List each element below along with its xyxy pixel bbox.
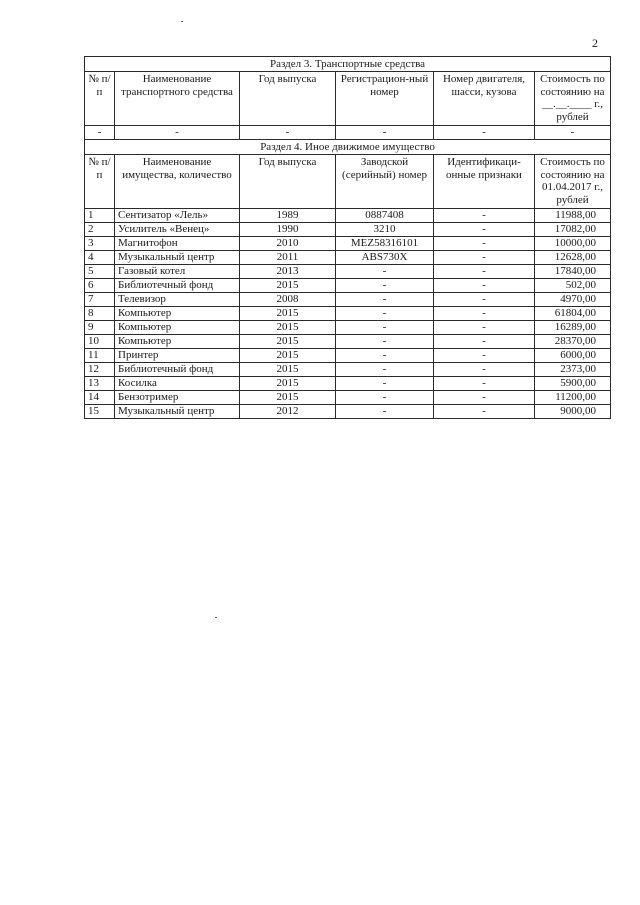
cell-ident: -: [434, 405, 535, 419]
cell-serial: 3210: [336, 223, 434, 237]
cell-name: Усилитель «Венец»: [115, 223, 240, 237]
cell-name: Музыкальный центр: [115, 251, 240, 265]
cell-name: Компьютер: [115, 321, 240, 335]
cell-ident: -: [434, 349, 535, 363]
cell-year: 2015: [240, 335, 336, 349]
section4-title-row: [85, 140, 611, 155]
cell-ident: -: [434, 237, 535, 251]
cell-cost: 2373,00: [535, 363, 611, 377]
cell-year: 2015: [240, 377, 336, 391]
cell-ident: -: [434, 363, 535, 377]
table-row: [85, 405, 611, 419]
cell-year: 2008: [240, 293, 336, 307]
cell-number: 5: [85, 265, 115, 279]
cell-year: 2015: [240, 279, 336, 293]
cell-name: Газовый котел: [115, 265, 240, 279]
table-row: [85, 377, 611, 391]
cell-serial: ABS730X: [336, 251, 434, 265]
cell-year: 2010: [240, 237, 336, 251]
cell-name: Телевизор: [115, 293, 240, 307]
table-row: [85, 307, 611, 321]
table-row: [85, 237, 611, 251]
cell-number: 13: [85, 377, 115, 391]
cell-ident: -: [434, 391, 535, 405]
cell-ident: -: [434, 279, 535, 293]
col-header-year: Год выпуска: [240, 155, 336, 209]
cell-cost: 16289,00: [535, 321, 611, 335]
cell-year: 1989: [240, 209, 336, 223]
cell-serial: -: [336, 391, 434, 405]
cell-year: 2015: [240, 307, 336, 321]
col-header-property-name: Наименование имущества, количество: [115, 155, 240, 209]
cell-number: 14: [85, 391, 115, 405]
cell-cost: 61804,00: [535, 307, 611, 321]
col-header-serial-number: Заводской (серийный) номер: [336, 155, 434, 209]
col-header-registration-number: Регистрацион-ный номер: [336, 72, 434, 126]
cell-ident: -: [434, 251, 535, 265]
cell-serial: -: [336, 335, 434, 349]
table-row: [85, 321, 611, 335]
cell-ident: -: [434, 209, 535, 223]
table-row: [85, 223, 611, 237]
col-header-number: № п/п: [85, 72, 115, 126]
cell-name: Сентизатор «Лель»: [115, 209, 240, 223]
cell-number: 9: [85, 321, 115, 335]
cell-serial: -: [336, 349, 434, 363]
cell-year: 2015: [240, 391, 336, 405]
cell-ident: -: [434, 223, 535, 237]
cell-cost: 10000,00: [535, 237, 611, 251]
cell-year: 1990: [240, 223, 336, 237]
cell-name: Музыкальный центр: [115, 405, 240, 419]
cell-number: 10: [85, 335, 115, 349]
section3-header-row: [85, 72, 611, 126]
cell-cost: 4970,00: [535, 293, 611, 307]
cell-number: 12: [85, 363, 115, 377]
col-header-vehicle-name: Наименование транспортного средства: [115, 72, 240, 126]
cell-name: Бензотример: [115, 391, 240, 405]
cell-cost: 9000,00: [535, 405, 611, 419]
cell-dash: -: [240, 126, 336, 140]
section3-title: Раздел 3. Транспортные средства: [85, 57, 611, 72]
table-row: [85, 209, 611, 223]
cell-cost: 11200,00: [535, 391, 611, 405]
cell-number: 6: [85, 279, 115, 293]
cell-serial: -: [336, 377, 434, 391]
table-row: [85, 265, 611, 279]
cell-name: Косилка: [115, 377, 240, 391]
page-number: 2: [592, 36, 598, 50]
cell-dash: -: [85, 126, 115, 140]
cell-number: 8: [85, 307, 115, 321]
cell-dash: -: [336, 126, 434, 140]
cell-ident: -: [434, 265, 535, 279]
col-header-identification: Идентификаци-онные признаки: [434, 155, 535, 209]
cell-serial: -: [336, 363, 434, 377]
cell-name: Библиотечный фонд: [115, 279, 240, 293]
cell-year: 2015: [240, 321, 336, 335]
col-header-cost: Стоимость по состоянию на __.__.____ г., рублей: [535, 72, 611, 126]
table-row: [85, 335, 611, 349]
cell-serial: -: [336, 307, 434, 321]
cell-dash: -: [535, 126, 611, 140]
cell-number: 4: [85, 251, 115, 265]
cell-name: Компьютер: [115, 307, 240, 321]
cell-cost: 28370,00: [535, 335, 611, 349]
cell-ident: -: [434, 293, 535, 307]
table-row: [85, 251, 611, 265]
section4-title: Раздел 4. Иное движимое имущество: [85, 140, 611, 155]
cell-number: 15: [85, 405, 115, 419]
cell-cost: 12628,00: [535, 251, 611, 265]
cell-serial: -: [336, 279, 434, 293]
cell-name: Магнитофон: [115, 237, 240, 251]
cell-number: 2: [85, 223, 115, 237]
col-header-year: Год выпуска: [240, 72, 336, 126]
section3-title-row: [85, 57, 611, 72]
scan-speck: [181, 21, 183, 22]
cell-cost: 5900,00: [535, 377, 611, 391]
col-header-number: № п/п: [85, 155, 115, 209]
table-row: [85, 363, 611, 377]
cell-ident: -: [434, 335, 535, 349]
cell-year: 2012: [240, 405, 336, 419]
cell-year: 2015: [240, 363, 336, 377]
cell-number: 11: [85, 349, 115, 363]
cell-name: Компьютер: [115, 335, 240, 349]
cell-serial: MEZ58316101: [336, 237, 434, 251]
section4-header-row: [85, 155, 611, 209]
col-header-engine-number: Номер двигателя, шасси, кузова: [434, 72, 535, 126]
cell-number: 7: [85, 293, 115, 307]
cell-cost: 502,00: [535, 279, 611, 293]
cell-ident: -: [434, 377, 535, 391]
cell-cost: 6000,00: [535, 349, 611, 363]
cell-ident: -: [434, 321, 535, 335]
scan-speck: [215, 617, 217, 618]
cell-serial: -: [336, 405, 434, 419]
cell-cost: 17082,00: [535, 223, 611, 237]
cell-serial: -: [336, 321, 434, 335]
table-row: [85, 349, 611, 363]
cell-year: 2013: [240, 265, 336, 279]
table-row: [85, 293, 611, 307]
cell-cost: 11988,00: [535, 209, 611, 223]
table-row: [85, 279, 611, 293]
section3-empty-row: [85, 126, 611, 140]
cell-name: Библиотечный фонд: [115, 363, 240, 377]
cell-ident: -: [434, 307, 535, 321]
cell-number: 3: [85, 237, 115, 251]
property-register-table: [84, 56, 611, 419]
cell-name: Принтер: [115, 349, 240, 363]
cell-year: 2015: [240, 349, 336, 363]
cell-number: 1: [85, 209, 115, 223]
cell-serial: -: [336, 265, 434, 279]
cell-dash: -: [434, 126, 535, 140]
cell-serial: 0887408: [336, 209, 434, 223]
cell-dash: -: [115, 126, 240, 140]
section4-rows: [85, 209, 611, 419]
cell-cost: 17840,00: [535, 265, 611, 279]
cell-year: 2011: [240, 251, 336, 265]
col-header-cost: Стоимость по состоянию на 01.04.2017 г., рублей: [535, 155, 611, 209]
cell-serial: -: [336, 293, 434, 307]
table-row: [85, 391, 611, 405]
